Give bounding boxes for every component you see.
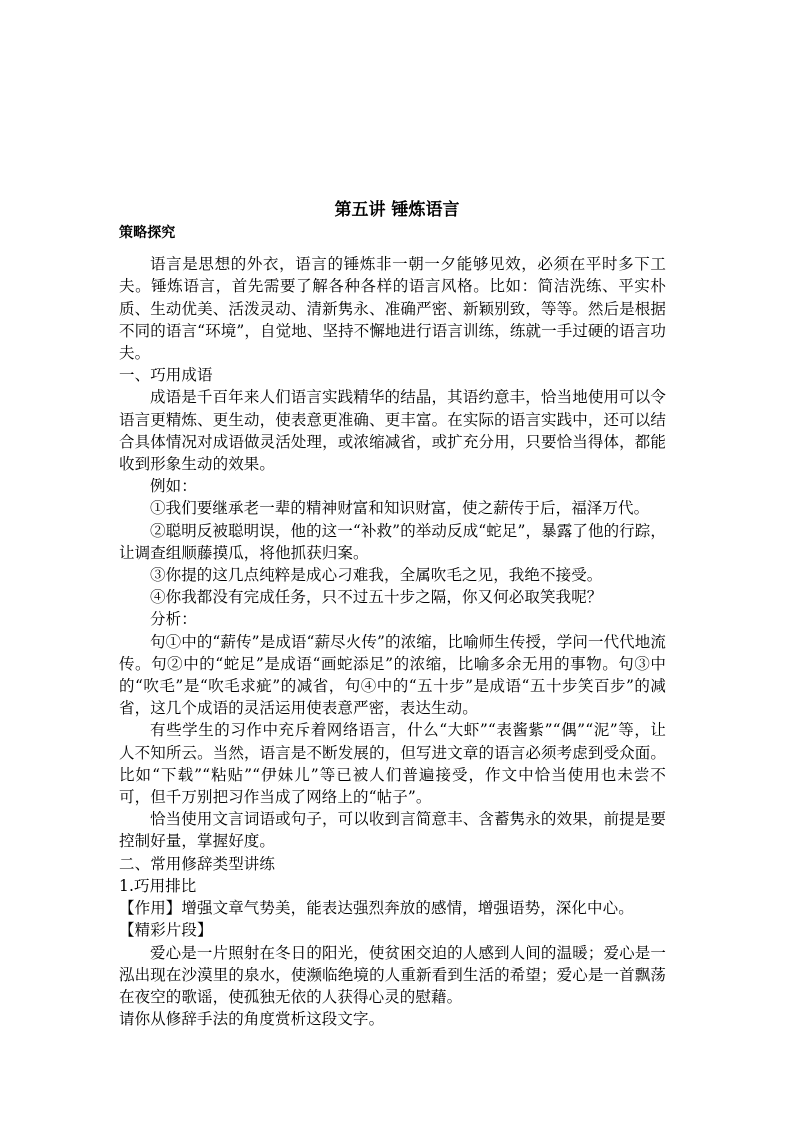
question-line: 请你从修辞手法的角度赏析这段文字。 [119,1010,385,1029]
document-body [119,222,666,1030]
part2-heading: 二、常用修辞类型讲练 [119,854,276,873]
analysis-paragraph: 句①中的“薪传”是成语“薪尽火传”的浓缩，比喻师生传授，学问一代代地流传。句②中的“蛇足”是成语“画蛇添足”的浓缩，比喻多余无用的事物。句③中的“吹毛”是“吹毛求疵”的减省，句④中的“五十步”是成语“五十步笑百步”的减省，这几个成语的灵活运用使表意严密，表达生动。 [119,632,666,718]
analysis-label: 分析： [150,610,197,629]
part1-heading: 一、巧用成语 [119,366,213,385]
example-3: ③你提的这几点纯粹是成心刁难我，全属吹毛之见，我绝不接受。 [150,566,603,585]
example-label: 例如： [150,477,197,496]
section-heading: 策略探究 [119,225,176,241]
network-language-paragraph: 有些学生的习作中充斥着网络语言，什么“大虾”“表酱紫”“偶”“泥”等，让人不知所云。当然，语言是不断发展的，但写进文章的语言必须考虑到受众面。比如“下载”“粘贴”“伊妹儿”等已被人们普遍接受，作文中恰当使用也未尝不可，但千万别把习作当成了网络上的“帖子”。 [119,721,666,807]
example-1: ①我们要继承老一辈的精神财富和知识财富，使之薪传于后，福泽万代。 [150,499,650,518]
idiom-paragraph: 成语是千百年来人们语言实践精华的结晶，其语约意丰，恰当地使用可以令语言更精炼、更生动，使表意更准确、更丰富。在实际的语言实践中，还可以结合具体情况对成语做灵活处理，或浓缩减省，或扩充分用，只要恰当得体，都能收到形象生动的效果。 [119,388,666,474]
excerpt-label: 【精彩片段】 [119,921,213,940]
spacer [119,244,666,253]
example-2: ②聪明反被聪明误，他的这一“补救”的举动反成“蛇足”，暴露了他的行踪，让调查组顺藤摸瓜，将他抓获归案。 [119,521,666,562]
example-4: ④你我都没有完成任务，只不过五十步之隔，你又何必取笑我呢？ [150,588,603,607]
page-title: 第五讲 锤炼语言 [334,200,460,220]
classical-language-paragraph: 恰当使用文言词语或句子，可以收到言简意丰、含蓄隽永的效果，前提是要控制好量，掌握好度。 [119,810,666,851]
part2-subheading: 1.巧用排比 [119,876,197,895]
excerpt-paragraph: 爱心是一片照射在冬日的阳光，使贫困交迫的人感到人间的温暖；爱心是一泓出现在沙漠里的泉水，使濒临绝境的人重新看到生活的希望；爱心是一首飘荡在夜空的歌谣，使孤独无依的人获得心灵的慰藉。 [119,943,666,1006]
function-line: 【作用】增强文章气势美，能表达强烈奔放的感情，增强语势，深化中心。 [119,899,634,918]
intro-paragraph: 语言是思想的外衣，语言的锤炼非一朝一夕能够见效，必须在平时多下工夫。锤炼语言，首先需要了解各种各样的语言风格。比如：简洁洗练、平实朴质、生动优美、活泼灵动、清新隽永、准确严密、新颖别致，等等。然后是根据不同的语言“环境”，自觉地、坚持不懈地进行语言训练，练就一手过硬的语言功夫。 [119,255,666,363]
